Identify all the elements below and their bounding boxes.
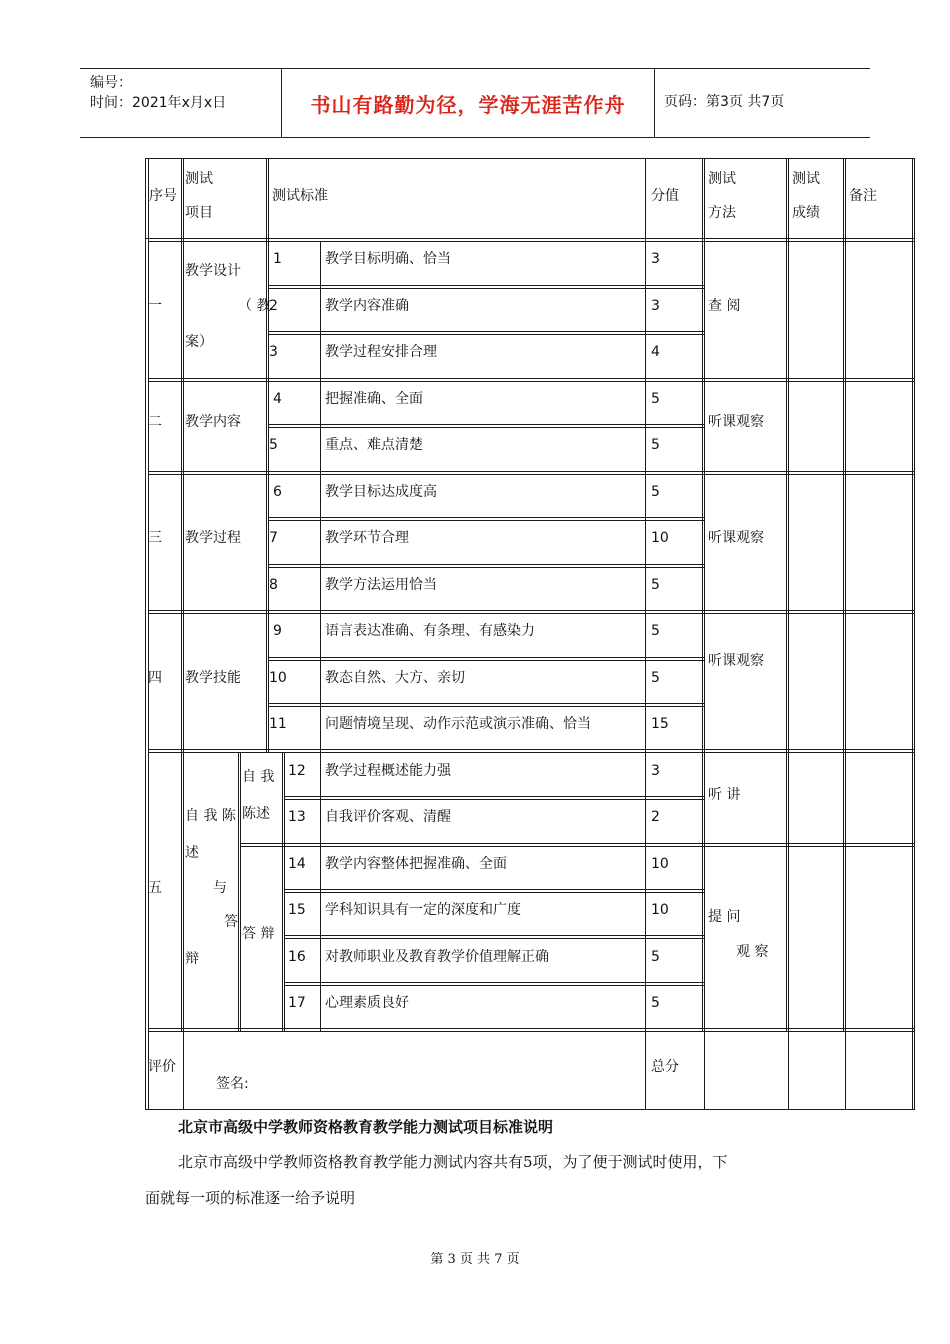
group-seq: 二 [148, 414, 162, 430]
table-rule [266, 158, 267, 752]
header-result-1: 测试 [792, 171, 820, 187]
group-item: 与 [213, 880, 227, 896]
table-rule [145, 1109, 915, 1110]
row-score: 5 [651, 437, 660, 453]
row-score: 5 [651, 577, 660, 593]
group-method: 听 讲 [708, 787, 741, 803]
row-standard: 学科知识具有一定的深度和广度 [325, 902, 521, 918]
group-item: 教学设计 [185, 263, 241, 279]
table-rule [284, 889, 704, 890]
table-rule [268, 288, 704, 289]
table-rule [645, 158, 646, 1109]
group-method: 听课观察 [708, 653, 764, 669]
table-rule [282, 752, 283, 1031]
row-standard: 重点、难点清楚 [325, 437, 423, 453]
table-rule [268, 334, 704, 335]
table-rule [284, 796, 704, 797]
table-rule [268, 703, 704, 704]
table-rule [148, 1028, 915, 1029]
table-rule [148, 610, 915, 611]
total-label: 总分 [651, 1059, 679, 1075]
header-motto: 书山有路勤为径，学海无涯苦作舟 [281, 69, 655, 137]
header-score: 分值 [651, 188, 679, 204]
table-rule [284, 982, 704, 983]
row-score: 10 [651, 856, 669, 872]
row-score: 10 [651, 902, 669, 918]
row-standard: 教态自然、大方、亲切 [325, 670, 465, 686]
row-no: 3 [269, 344, 278, 360]
row-score: 5 [651, 391, 660, 407]
table-rule [788, 158, 789, 1109]
table-rule [145, 158, 915, 159]
subgroup-label: 陈述 [242, 806, 270, 822]
row-standard: 教学内容准确 [325, 298, 409, 314]
row-score: 5 [651, 949, 660, 965]
header-item-1: 测试 [185, 171, 213, 187]
group-item: 教学过程 [185, 530, 241, 546]
group-seq: 三 [148, 530, 162, 546]
table-rule [268, 520, 704, 521]
row-standard: 教学内容整体把握准确、全面 [325, 856, 507, 872]
row-no: 8 [269, 577, 278, 593]
row-standard: 教学目标明确、恰当 [325, 251, 451, 267]
table-rule [240, 752, 241, 1031]
table-rule [148, 749, 915, 750]
row-standard: 教学环节合理 [325, 530, 409, 546]
row-score: 5 [651, 623, 660, 639]
row-score: 5 [651, 995, 660, 1011]
row-no: 13 [288, 809, 306, 825]
table-rule [148, 241, 915, 242]
paragraph-line: 北京市高级中学教师资格教育教学能力测试内容共有5项，为了便于测试时使用，下 [178, 1153, 728, 1171]
table-rule [268, 706, 704, 707]
table-rule [145, 238, 915, 239]
table-rule [148, 471, 915, 472]
row-no: 6 [273, 484, 282, 500]
group-item: 教学技能 [185, 670, 241, 686]
row-score: 4 [651, 344, 660, 360]
row-standard: 语言表达准确、有条理、有感染力 [325, 623, 535, 639]
row-standard: 自我评价客观、清醒 [325, 809, 451, 825]
header-method-2: 方法 [708, 205, 736, 221]
table-rule [240, 846, 915, 847]
group-item: 自 我 陈 [185, 808, 236, 824]
table-rule [148, 752, 915, 753]
row-standard: 把握准确、全面 [325, 391, 423, 407]
group-method: 听课观察 [708, 530, 764, 546]
table-rule [268, 660, 704, 661]
table-rule [702, 158, 703, 1031]
table-rule [320, 241, 321, 1031]
table-rule [268, 331, 704, 332]
row-no: 14 [288, 856, 306, 872]
time-label: 时间：2021年x月x日 [90, 95, 227, 111]
group-item: （ 教 [238, 298, 271, 314]
row-score: 3 [651, 251, 660, 267]
table-rule [914, 158, 915, 1109]
code-label: 编号： [90, 75, 132, 91]
group-method: 提 问 [708, 909, 741, 925]
table-rule [268, 657, 704, 658]
table-rule [912, 158, 913, 1109]
group-item: 答 [224, 914, 238, 930]
header-remark: 备注 [849, 188, 877, 204]
row-no: 2 [269, 298, 278, 314]
table-rule [148, 378, 915, 379]
table-rule [786, 158, 787, 1031]
table-rule [268, 517, 704, 518]
table-rule [284, 985, 704, 986]
row-standard: 问题情境呈现、动作示范或演示准确、恰当 [325, 716, 591, 732]
header-standard: 测试标准 [272, 188, 328, 204]
group-seq: 一 [148, 298, 162, 314]
row-no: 11 [269, 716, 287, 732]
subgroup-label: 答 辩 [242, 926, 275, 942]
table-rule [268, 427, 704, 428]
table-rule [238, 752, 239, 1031]
group-item: 教学内容 [185, 414, 241, 430]
row-score: 5 [651, 484, 660, 500]
group-seq: 四 [148, 670, 162, 686]
table-rule [284, 938, 704, 939]
table-rule [145, 158, 146, 1109]
table-rule [148, 474, 915, 475]
table-rule [268, 158, 269, 752]
group-method: 查 阅 [708, 298, 741, 314]
row-no: 10 [269, 670, 287, 686]
table-rule [148, 381, 915, 382]
header-page-label: 页码：第3页 共7页 [664, 94, 785, 110]
table-rule [181, 158, 182, 1031]
table-rule [284, 935, 704, 936]
row-score: 5 [651, 670, 660, 686]
table-rule [183, 158, 184, 1109]
row-no: 4 [273, 391, 282, 407]
row-no: 17 [288, 995, 306, 1011]
table-rule [268, 567, 704, 568]
row-standard: 教学方法运用恰当 [325, 577, 437, 593]
eval-label: 评价 [148, 1059, 176, 1075]
group-item: 述 [185, 845, 199, 861]
table-rule [845, 158, 846, 1109]
row-no: 5 [269, 437, 278, 453]
table-rule [284, 799, 704, 800]
group-item: 案） [185, 334, 213, 350]
row-no: 12 [288, 763, 306, 779]
row-standard: 教学过程概述能力强 [325, 763, 451, 779]
group-item: 辩 [185, 951, 199, 967]
table-rule [268, 564, 704, 565]
row-standard: 心理素质良好 [325, 995, 409, 1011]
row-standard: 教学过程安排合理 [325, 344, 437, 360]
row-score: 2 [651, 809, 660, 825]
group-seq: 五 [148, 880, 162, 896]
row-standard: 教学目标达成度高 [325, 484, 437, 500]
row-no: 1 [273, 251, 282, 267]
row-no: 7 [269, 530, 278, 546]
table-rule [268, 285, 704, 286]
page-footer: 第 3 页 共 7 页 [430, 1252, 520, 1267]
table-rule [148, 1031, 915, 1032]
header-method-1: 测试 [708, 171, 736, 187]
row-score: 15 [651, 716, 669, 732]
table-rule [284, 892, 704, 893]
group-method: 观 察 [736, 944, 769, 960]
row-score: 3 [651, 763, 660, 779]
subgroup-label: 自 我 [242, 769, 275, 785]
row-score: 3 [651, 298, 660, 314]
table-rule [704, 158, 705, 1109]
paragraph-line: 面就每一项的标准逐一给予说明 [145, 1189, 356, 1207]
group-method: 听课观察 [708, 414, 764, 430]
table-rule [843, 158, 844, 1031]
sign-label: 签名: [216, 1076, 249, 1092]
header-seq: 序号 [149, 188, 177, 204]
header-item-2: 项目 [185, 205, 213, 221]
header-result-2: 成绩 [792, 205, 820, 221]
row-no: 16 [288, 949, 306, 965]
row-standard: 对教师职业及教育教学价值理解正确 [325, 949, 549, 965]
row-no: 9 [273, 623, 282, 639]
row-no: 15 [288, 902, 306, 918]
table-rule [240, 843, 915, 844]
table-rule [268, 424, 704, 425]
row-score: 10 [651, 530, 669, 546]
table-rule [148, 613, 915, 614]
section-title: 北京市高级中学教师资格教育教学能力测试项目标准说明 [178, 1118, 554, 1136]
table-rule [284, 752, 285, 1031]
